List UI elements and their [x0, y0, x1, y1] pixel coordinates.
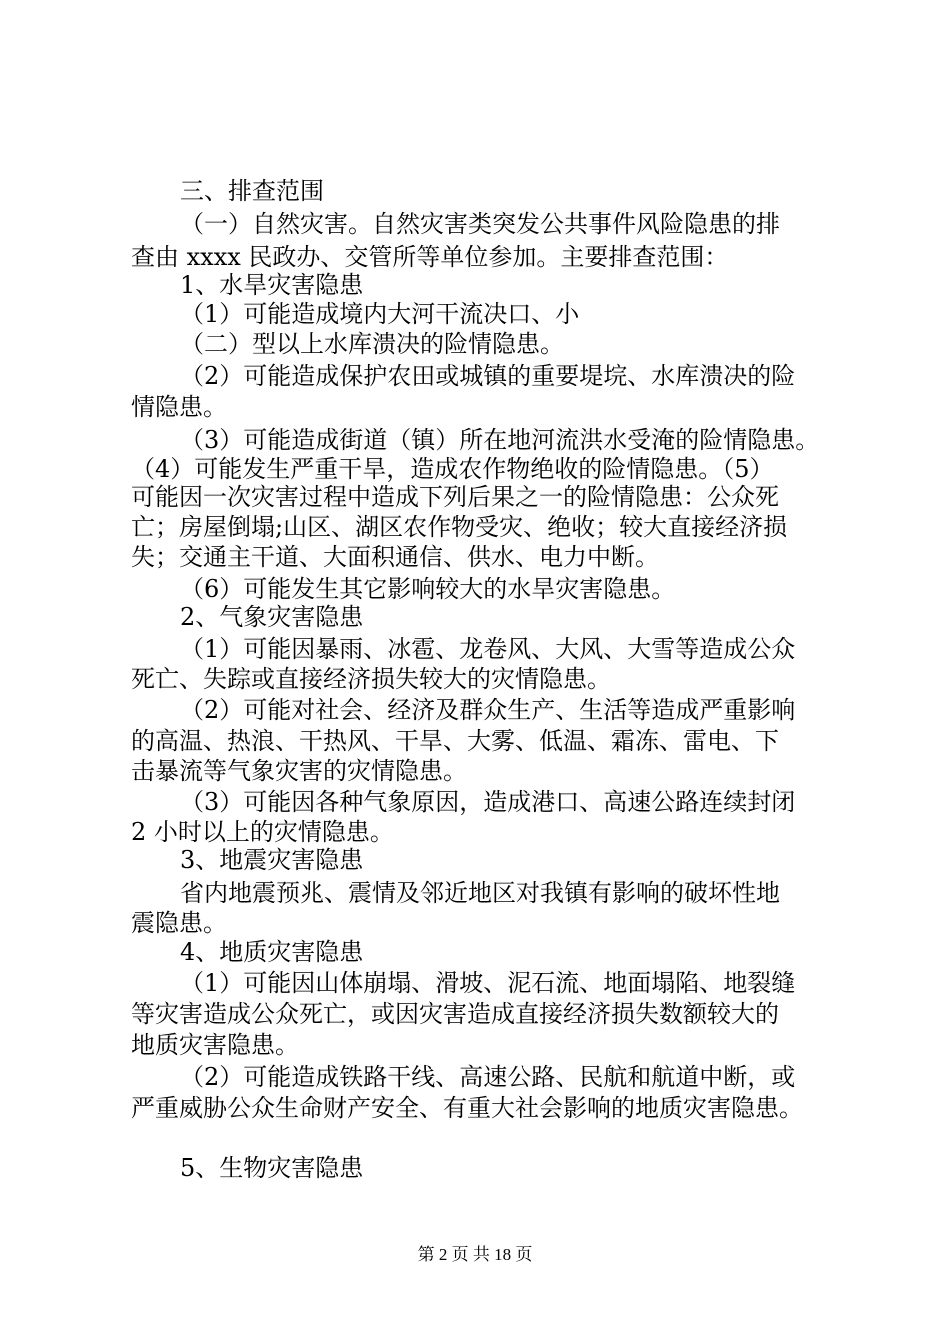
paragraph-line: （3）可能造成街道（镇）所在地河流洪水受淹的险情隐患。: [180, 426, 820, 454]
paragraph-line: 地质灾害隐患。: [131, 1031, 299, 1059]
paragraph-line: 可能因一次灾害过程中造成下列后果之一的险情隐患：公众死: [131, 483, 779, 511]
paragraph-line: 死亡、失踪或直接经济损失较大的灾情隐患。: [131, 665, 611, 693]
paragraph-line: （6）可能发生其它影响较大的水旱灾害隐患。: [180, 575, 676, 603]
paragraph-line: （一）自然灾害。自然灾害类突发公共事件风险隐患的排: [180, 210, 780, 238]
subheading: 5、生物灾害隐患: [180, 1154, 364, 1182]
paragraph-line: （2）可能造成铁路干线、高速公路、民航和航道中断，或: [180, 1063, 796, 1091]
paragraph-line: 震隐患。: [131, 909, 227, 937]
paragraph-line: 情隐患。: [131, 393, 227, 421]
paragraph-line: 等灾害造成公众死亡，或因灾害造成直接经济损失数额较大的: [131, 1000, 779, 1028]
paragraph-line: 2 小时以上的灾情隐患。: [131, 818, 394, 846]
paragraph-line: 击暴流等气象灾害的灾情隐患。: [131, 757, 467, 785]
paragraph-line: 省内地震预兆、震情及邻近地区对我镇有影响的破坏性地: [180, 879, 780, 907]
page-number-footer: 第 2 页 共 18 页: [417, 1245, 533, 1264]
paragraph-line: 失；交通主干道、大面积通信、供水、电力中断。: [131, 543, 659, 571]
paragraph-line: （1）可能因暴雨、冰雹、龙卷风、大风、大雪等造成公众: [180, 635, 796, 663]
paragraph-line: （2）可能对社会、经济及群众生产、生活等造成严重影响: [180, 696, 796, 724]
paragraph-line: （1）可能造成境内大河干流决口、小: [180, 300, 580, 328]
paragraph-line: 的高温、热浪、干热风、干旱、大雾、低温、霜冻、雷电、下: [131, 727, 779, 755]
paragraph-line: （1）可能因山体崩塌、滑坡、泥石流、地面塌陷、地裂缝: [180, 969, 796, 997]
subheading: 3、地震灾害隐患: [180, 846, 364, 874]
paragraph-line: 亡；房屋倒塌;山区、湖区农作物受灾、绝收；较大直接经济损: [131, 513, 788, 541]
subheading: 4、地质灾害隐患: [180, 938, 364, 966]
subheading: 2、气象灾害隐患: [180, 603, 364, 631]
paragraph-line: （2）可能造成保护农田或城镇的重要堤垸、水库溃决的险: [180, 362, 796, 390]
paragraph-line: （3）可能因各种气象原因，造成港口、高速公路连续封闭: [180, 788, 796, 816]
section-heading: 三、排查范围: [180, 177, 324, 205]
paragraph-line: 查由 xxxx 民政办、交管所等单位参加。主要排查范围：: [131, 243, 729, 271]
paragraph-line: 严重威胁公众生命财产安全、有重大社会影响的地质灾害隐患。: [131, 1094, 803, 1122]
paragraph-line: （4）可能发生严重干旱，造成农作物绝收的险情隐患。（5）: [131, 455, 774, 483]
subheading: 1、水旱灾害隐患: [180, 271, 364, 299]
paragraph-line: （二）型以上水库溃决的险情隐患。: [180, 330, 564, 358]
